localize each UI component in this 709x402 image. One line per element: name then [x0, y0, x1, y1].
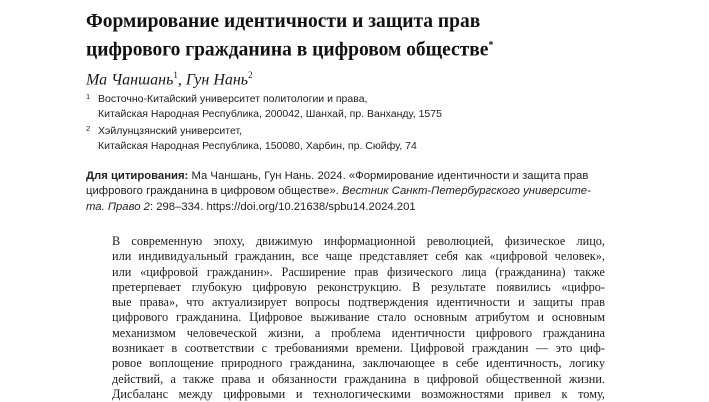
abstract-line: претерпевает глубокую цифровую реконструкцию. В результате появились «цифро- [112, 279, 605, 294]
affiliation-2-line-1: Хэйлунцзянский университет, [98, 125, 243, 137]
author-1: Ма Чаншань [86, 71, 174, 89]
paper-title [86, 10, 686, 63]
abstract-line: ровое воплощение природного гражданина, заключающее в себе идентичность, логику [112, 356, 605, 371]
citation-text-2: цифрового гражданина в цифровом обществе». [86, 185, 343, 198]
affiliation-2-mark: 2 [86, 124, 91, 133]
author-separator: , [177, 71, 186, 89]
author-1-mark: 1 [173, 70, 178, 80]
authors [86, 65, 253, 90]
author-2: Гун Нань [185, 71, 249, 89]
abstract-line: механизмом человеческой жизни, а проблема идентичности цифрового гражданина [112, 325, 605, 340]
affiliations [86, 92, 686, 156]
abstract [112, 234, 605, 402]
affiliation-2 [86, 124, 686, 154]
title-footnote-mark: * [488, 40, 494, 51]
citation-doi[interactable]: : 298–334. https://doi.org/10.21638/spbu14.2024.201 [149, 200, 416, 213]
abstract-line: Дисбаланс между цифровыми и технологическими возможностями привел к тому, [112, 386, 605, 401]
author-2-mark: 2 [248, 70, 253, 80]
citation-line-3 [86, 200, 606, 215]
citation-label: Для цитирования: [86, 170, 189, 182]
affiliation-1-line-1: Восточно-Китайский университет политологии и права, [98, 93, 368, 105]
citation-block [86, 169, 606, 215]
citation-line-2 [86, 184, 606, 199]
affiliation-1-line-2: Китайская Народная Республика, 200042, Шанхай, пр. Ванханду, 1575 [98, 108, 442, 120]
abstract-line: действий, а также права и обязанности гражданина в цифровой общественной жизни. [112, 371, 605, 386]
title-line-1: Формирование идентичности и защита прав [86, 11, 481, 32]
title-line-2: цифрового гражданина в цифровом обществе [86, 39, 489, 61]
citation-line-1 [86, 169, 606, 184]
abstract-line: В современную эпоху, движимую информационной революцией, физическое лицо, [112, 234, 605, 248]
abstract-line: цифрового гражданина. Цифровое выживание стало основным атрибутом и основным [112, 310, 605, 325]
affiliation-2-line-2: Китайская Народная Республика, 150080, Харбин, пр. Сюйфу, 74 [98, 140, 417, 152]
citation-text-1: Ма Чаншань, Гун Нань. 2024. «Формирование идентичности и защита прав [188, 170, 589, 182]
abstract-line: или «цифровой гражданин». Расширение прав физического лица (гражданина) также [112, 264, 605, 279]
citation-journal-1: Вестник Санкт-Петербургского университе- [342, 185, 591, 198]
abstract-line: возникает в соответствии с требованиями времени. Цифровой гражданин — это циф- [112, 341, 605, 356]
abstract-line: вые права», что актуализирует вопросы подтверждения идентичности и защиты прав [112, 295, 605, 310]
affiliation-1-mark: 1 [86, 92, 91, 101]
citation-journal-2: та. Право 2 [86, 200, 150, 213]
abstract-line: или индивидуальный гражданин, все чаще представляет себя как «цифровой человек», [112, 249, 605, 264]
affiliation-1 [86, 92, 686, 122]
